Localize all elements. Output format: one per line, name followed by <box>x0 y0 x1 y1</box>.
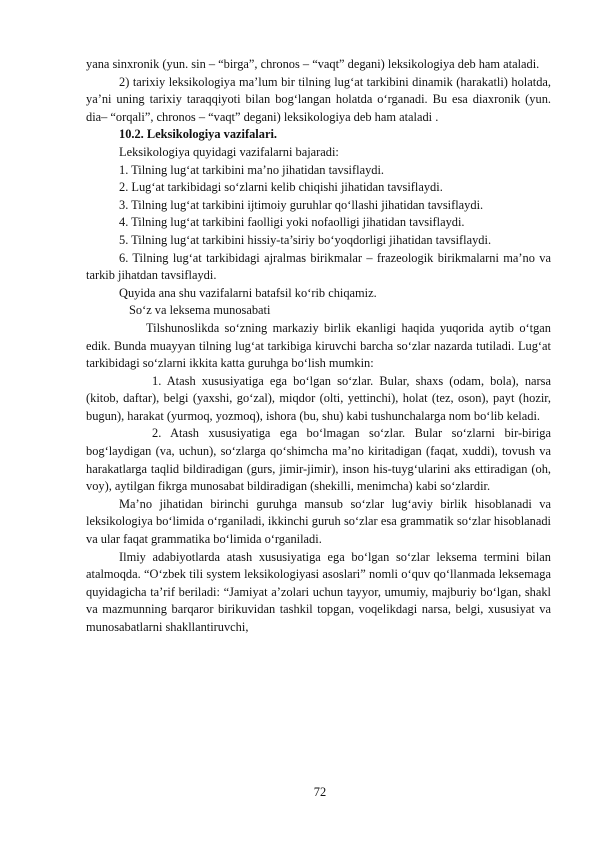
paragraph-group-1: 1. Atash xususiyatiga ega bo‘lgan so‘zlar. Bular, shaxs (odam, bola), narsa (kitob, daftar), belgi (yaxshi, go‘zal), miqdor (olti, yettinchi), holat (tez, oson), payt (hozir, bugun), harakat (yurmoq, yozmoq), ishora (bu, shu) kabi tushunchalarga nom bo‘lib keladi. <box>86 373 551 423</box>
paragraph-tilshunoslikda: Tilshunoslikda so‘zning markaziy birlik ekanligi haqida yuqorida aytib o‘tgan edik. Bunda muayyan tilning lug‘at tarkibiga kiruvchi barcha so‘zlar nazarda tutiladi. Lug‘at tarkibidagi so‘zlarni ikkita katta guruhga bo‘lish mumkin: <box>86 320 551 371</box>
list-item-4: 4. Tilning lug‘at tarkibini faolligi yoki nofaolligi jihatidan tavsiflaydi. <box>119 215 465 230</box>
paragraph-tarixiy-leksikologiya: 2) tarixiy leksikologiya ma’lum bir tilning lug‘at tarkibini dinamik (harakatli) holatda, ya’ni uning tarixiy taraqqiyoti bilan bog‘langan holatda o‘rganadi. Bu esa diaxronik (yun. dia– “orqali”, chronos – “vaqt” degani) leksikologiya deb ham ataladi . <box>86 74 551 124</box>
paragraph-mano-jihatidan: Ma’no jihatidan birinchi guruhga mansub so‘zlar lug‘aviy birlik hisoblanadi va leksikologiya bo‘limida o‘rganiladi, ikkinchi guruh so‘zlar esa grammatik so‘zlar hisoblanadi va ular faqat grammatika bo‘limida o‘rganiladi. <box>86 496 551 547</box>
list-item-5: 5. Tilning lug‘at tarkibini hissiy-ta’siriy bo‘yoqdorligi jihatidan tavsiflaydi. <box>119 232 492 247</box>
list-item-1: 1. Tilning lug‘at tarkibini ma’no jihatidan tavsiflaydi. <box>119 162 384 177</box>
paragraph-sinxronik: yana sinxronik (yun. sin – “birga”, chronos – “vaqt” degani) leksikologiya deb ham ataladi. <box>86 57 540 71</box>
section-heading: 10.2. Leksikologiya vazifalari. <box>119 127 277 142</box>
paragraph-quyida: Quyida ana shu vazifalarni batafsil ko‘rib chiqamiz. <box>119 285 377 300</box>
list-item-3: 3. Tilning lug‘at tarkibini ijtimoiy guruhlar qo‘llashi jihatidan tavsiflaydi. <box>119 197 484 212</box>
page-number: 72 <box>313 785 327 799</box>
page-body <box>86 56 551 637</box>
subheading-soz-va-leksema: So‘z va leksema munosabati <box>129 303 271 318</box>
paragraph-intro: Leksikologiya quyidagi vazifalarni bajaradi: <box>119 144 339 159</box>
list-item-6: 6. Tilning lug‘at tarkibidagi ajralmas birikmalar – frazeologik birikmalarni ma’no va tarkib jihatdan tavsiflaydi. <box>86 250 551 283</box>
paragraph-group-2: 2. Atash xususiyatiga ega bo‘lmagan so‘zlar. Bular so‘zlarni bir-biriga bog‘laydigan (va, uchun), so‘zlarga qo‘shimcha ma’no kiritadigan (faqat, xuddi), tovush va harakatlarga taqlid bildiradigan (gurs, jimir-jimir), inson his-tuyg‘ularini aks ettiradigan (oh, voy), aytilgan fikrga munosabat bildiradigan (shekilli, menimcha) kabi so‘zlardir. <box>86 426 551 494</box>
paragraph-ilmiy-adabiyotlarda: Ilmiy adabiyotlarda atash xususiyatiga ega bo‘lgan so‘zlar leksema termini bilan atalmoqda. “O‘zbek tili system leksikologiyasi asoslari” nomli o‘quv qo‘llanmada leksemaga quyidagicha ta’rif beriladi: “Jamiyat a’zolari uchun tayyor, umumiy, majburiy bo‘lgan, shakl va mazmunning barqaror birikuvidan tashkil topgan, voqelikdagi narsa, belgi, xususiyat va munosabatlarni shakllantiruvchi, <box>86 549 551 634</box>
list-item-2: 2. Lug‘at tarkibidagi so‘zlarni kelib chiqishi jihatidan tavsiflaydi. <box>119 180 443 195</box>
